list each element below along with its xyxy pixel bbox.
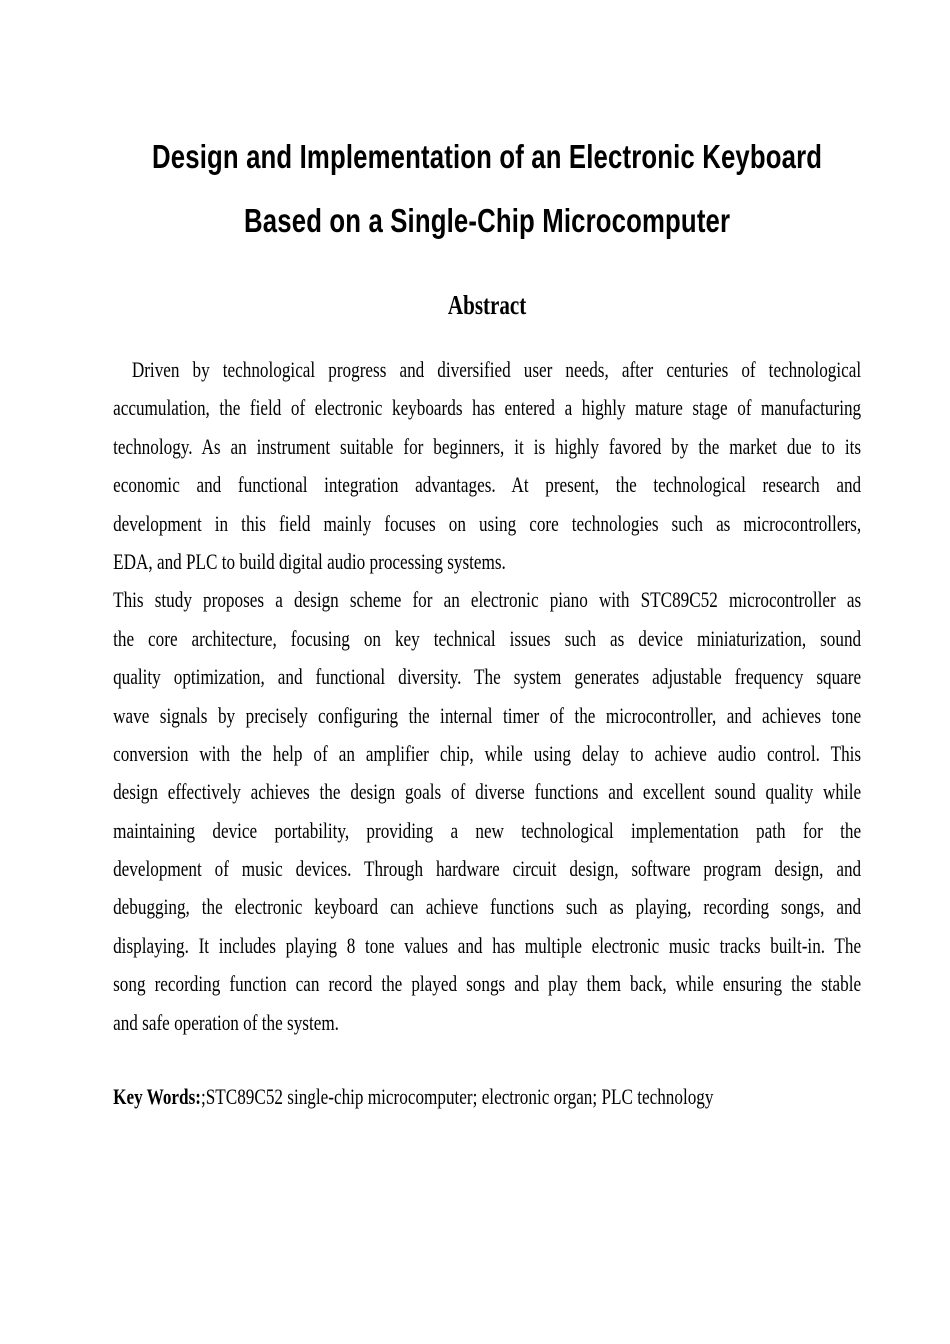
abstract-heading: Abstract: [447, 290, 527, 320]
paragraph-line: Driven by technological progress and diversified user needs, after centuries of technological: [131, 357, 862, 382]
paragraph-line: This study proposes a design scheme for an electronic piano with STC89C52 microcontroller as: [113, 587, 862, 613]
paragraph-line: debugging, the electronic keyboard can achieve functions such as playing, recording songs, and: [113, 894, 862, 920]
paragraph-line: EDA, and PLC to build digital audio processing systems.: [113, 548, 506, 574]
title-line-2: Based on a Single-Chip Microcomputer: [244, 202, 731, 239]
title-line-1: Design and Implementation of an Electronic Keyboard: [152, 138, 823, 175]
abstract-paragraph: [113, 351, 861, 581]
document-title: [113, 125, 861, 253]
paragraph-line: design effectively achieves the design goals of diverse functions and excellent sound quality while: [113, 779, 862, 805]
paragraph-line: song recording function can record the played songs and play them back, while ensuring the stable: [113, 971, 862, 997]
abstract-body: [113, 351, 861, 1042]
paragraph-line: development of music devices. Through hardware circuit design, software program design, and: [113, 856, 862, 882]
paragraph-line: development in this field mainly focuses on using core technologies such as microcontrollers,: [113, 510, 862, 536]
paragraph-line: quality optimization, and functional diversity. The system generates adjustable frequency square: [113, 664, 862, 690]
paragraph-line: the core architecture, focusing on key technical issues such as device miniaturization, sound: [113, 625, 862, 651]
paragraph-line: maintaining device portability, providing a new technological implementation path for the: [113, 817, 862, 843]
keywords-line: [113, 1078, 861, 1116]
paragraph-line: conversion with the help of an amplifier chip, while using delay to achieve audio control. This: [113, 740, 862, 766]
paragraph-line: economic and functional integration advantages. At present, the technological research and: [113, 472, 862, 498]
paragraph-line: accumulation, the field of electronic keyboards has entered a highly mature stage of manufacturing: [113, 395, 862, 421]
paragraph-line: displaying. It includes playing 8 tone values and has multiple electronic music tracks built-in. The: [113, 932, 862, 958]
keywords-text: ;STC89C52 single-chip microcomputer; electronic organ; PLC technology: [200, 1084, 714, 1110]
keywords-label: Key Words:: [113, 1084, 201, 1110]
abstract-paragraph: [113, 581, 861, 1042]
paragraph-line: and safe operation of the system.: [113, 1009, 339, 1035]
paragraph-line: wave signals by precisely configuring the internal timer of the microcontroller, and achieves tone: [113, 702, 862, 728]
paragraph-line: technology. As an instrument suitable for beginners, it is highly favored by the market due to its: [113, 433, 862, 459]
